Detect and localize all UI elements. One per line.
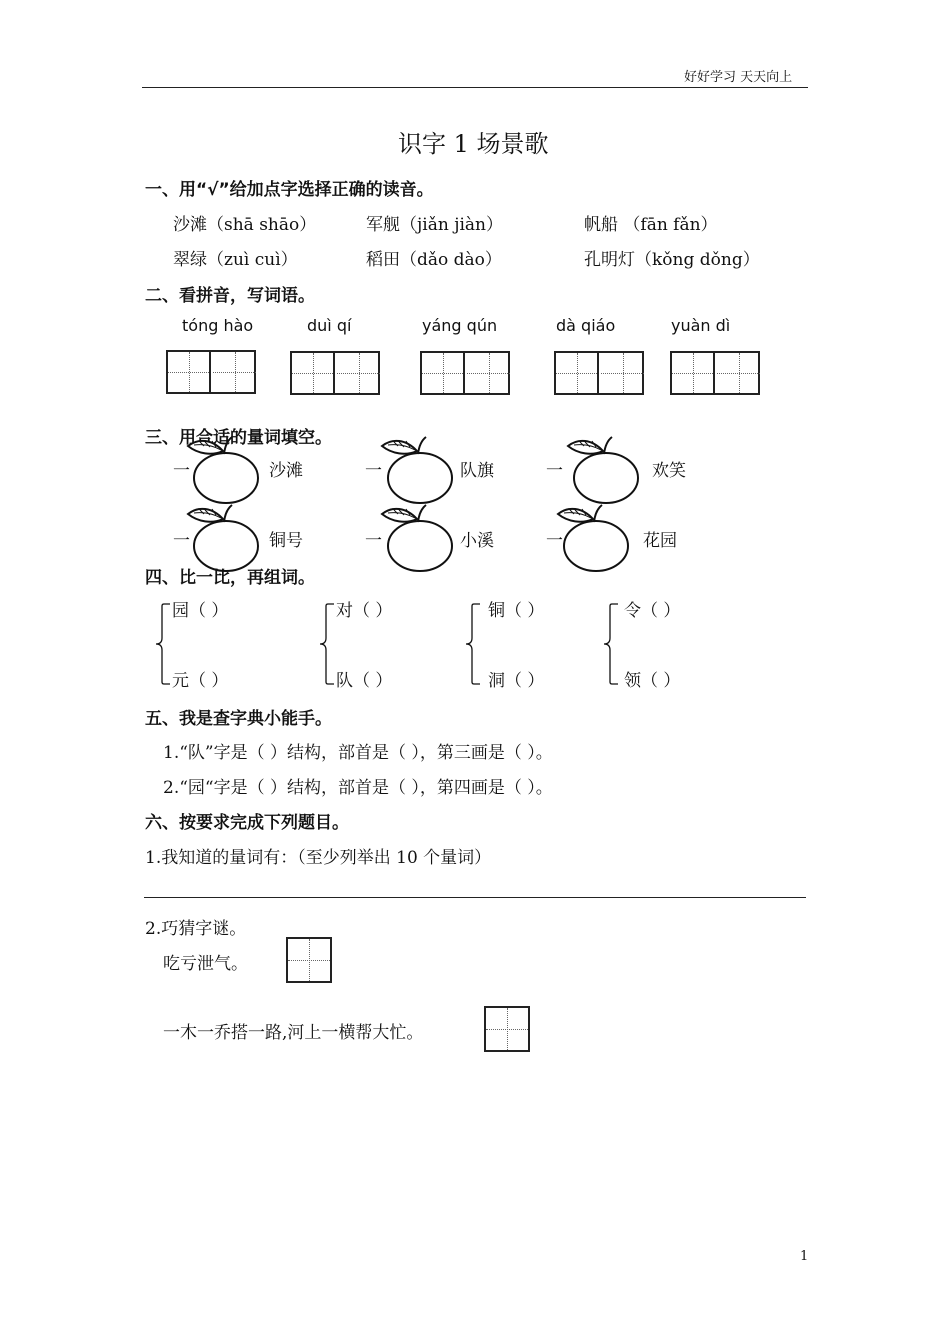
section-2-heading: 二、看拼音，写词语。 (145, 286, 315, 306)
s1-item: 军舰（jiǎn jiàn） (366, 215, 503, 235)
section-6-heading: 六、按要求完成下列题目。 (145, 813, 349, 833)
pinyin-label: yuàn dì (671, 316, 731, 335)
s1-item: 孔明灯（kǒng dǒng） (584, 250, 760, 270)
writing-grid[interactable] (554, 351, 644, 395)
page-number: 1 (800, 1249, 809, 1264)
s3-word: 花园 (643, 531, 677, 551)
pinyin-label: yáng qún (422, 316, 498, 335)
s3-word: 沙滩 (269, 461, 303, 481)
apple-blank-icon[interactable] (556, 502, 636, 574)
section-5-heading: 五、我是查字典小能手。 (145, 709, 332, 729)
yi-char: 一 (365, 531, 382, 551)
apple-blank-icon[interactable] (186, 434, 266, 506)
brace-icon (602, 600, 622, 688)
compare-item: 领（ ） (624, 671, 681, 691)
apple-blank-icon[interactable] (380, 434, 460, 506)
section-3-heading: 三、用合适的量词填空。 (145, 428, 332, 448)
compare-item: 令（ ） (624, 601, 681, 621)
compare-item: 队（ ） (336, 671, 393, 691)
s3-word: 铜号 (269, 531, 303, 551)
pinyin-label: tóng hào (182, 316, 254, 335)
header-rule (142, 87, 808, 88)
yi-char: 一 (173, 531, 190, 551)
header-motto: 好好学习 天天向上 (684, 70, 793, 85)
riddle-question: 2.巧猜字谜。 (145, 919, 247, 939)
compare-item: 元（ ） (172, 671, 229, 691)
measure-word-question: 1.我知道的量词有：（至少列举出 10 个量词） (145, 848, 492, 868)
compare-item: 园（ ） (172, 601, 229, 621)
dictionary-question: 2.“园“字是（ ）结构，部首是（ ），第四画是（ ）。 (163, 778, 553, 798)
s1-item: 帆船 （fān fǎn） (584, 215, 718, 235)
riddle-answer-box[interactable] (484, 1006, 530, 1052)
yi-char: 一 (546, 461, 563, 481)
writing-grid[interactable] (290, 351, 380, 395)
section-1-heading: 一、用“√”给加点字选择正确的读音。 (145, 180, 434, 200)
riddle-text: 吃亏泄气。 (163, 954, 248, 974)
writing-grid[interactable] (420, 351, 510, 395)
pinyin-label: dà qiáo (556, 316, 616, 335)
apple-blank-icon[interactable] (380, 502, 460, 574)
riddle-answer-box[interactable] (286, 937, 332, 983)
s1-item: 稻田（dǎo dào） (366, 250, 502, 270)
compare-item: 洞（ ） (488, 671, 545, 691)
dictionary-question: 1.“队”字是（ ）结构，部首是（ ），第三画是（ ）。 (163, 743, 553, 763)
riddle-text: 一木一乔搭一路,河上一横帮大忙。 (163, 1023, 424, 1043)
compare-item: 铜（ ） (488, 601, 545, 621)
pinyin-label: duì qí (307, 316, 352, 335)
apple-blank-icon[interactable] (566, 434, 646, 506)
compare-item: 对（ ） (336, 601, 393, 621)
writing-grid[interactable] (670, 351, 760, 395)
brace-icon (464, 600, 484, 688)
brace-icon (318, 600, 338, 688)
section-4-heading: 四、比一比，再组词。 (145, 568, 315, 588)
brace-icon (154, 600, 174, 688)
answer-line[interactable] (144, 897, 806, 898)
s3-word: 欢笑 (652, 461, 686, 481)
s3-word: 队旗 (460, 461, 494, 481)
s1-item: 翠绿（zuì cuì） (173, 250, 298, 270)
page-title: 识字 1 场景歌 (398, 130, 549, 158)
yi-char: 一 (365, 461, 382, 481)
s1-item: 沙滩（shā shāo） (173, 215, 317, 235)
writing-grid[interactable] (166, 350, 256, 394)
yi-char: 一 (546, 531, 563, 551)
yi-char: 一 (173, 461, 190, 481)
s3-word: 小溪 (460, 531, 494, 551)
